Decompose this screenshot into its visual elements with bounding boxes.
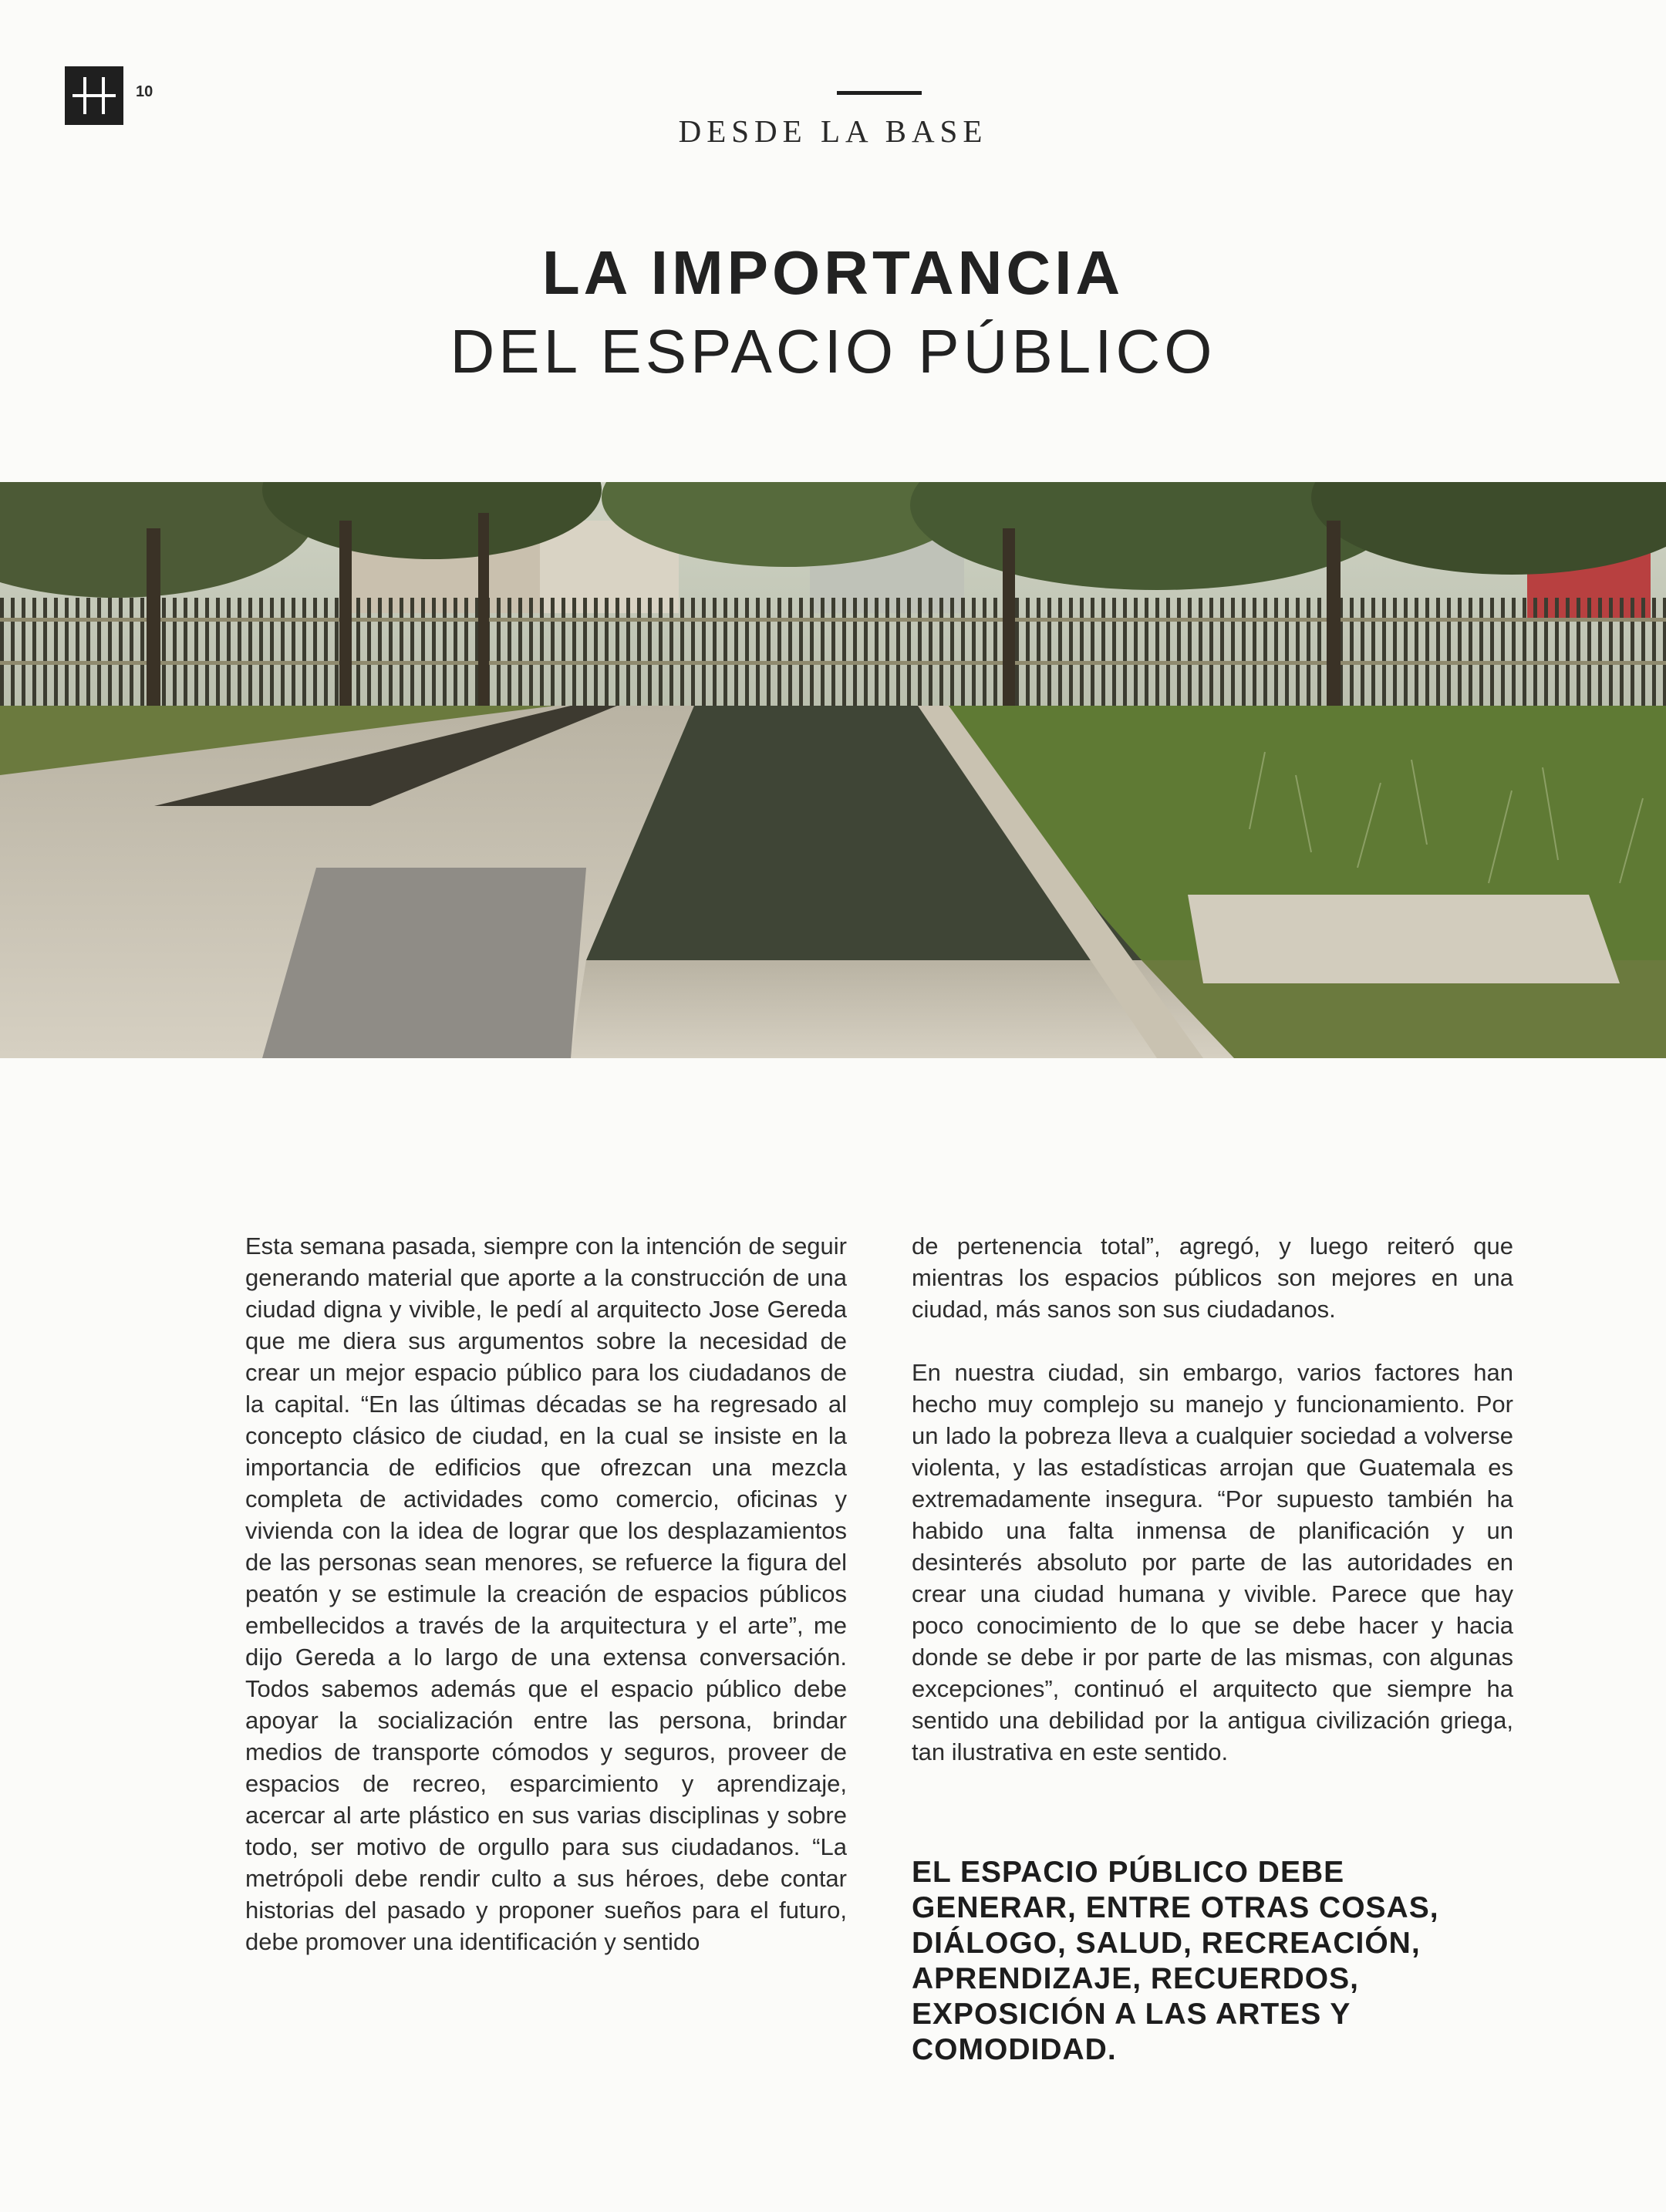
headline-line-2: DEL ESPACIO PÚBLICO (450, 317, 1216, 386)
pull-quote: EL ESPACIO PÚBLICO DEBE GENERAR, ENTRE OTRAS COSAS, DIÁLOGO, SALUD, RECREACIÓN, APRENDIZAJE, RECUERDOS, EXPOSICIÓN A LAS ARTES Y COMODIDAD. (912, 1856, 1439, 2066)
article-right-column (912, 1230, 1513, 1768)
section-label: DESDE LA BASE (678, 113, 988, 149)
headline-line-1: LA IMPORTANCIA (541, 238, 1125, 307)
page-number: 10 (136, 83, 153, 100)
paragraph: Esta semana pasada, siempre con la intención de seguir generando material que aporte a la construcción de una ciudad digna y vivible, le pedí al arquitecto Jose Gereda que me diera sus argumentos sobre la necesidad de crear un mejor espacio público para los ciudadanos de la capital. “En las últimas décadas se ha regresado al concepto clásico de ciudad, en la cual se insiste en la importancia de edificios que ofrezcan una mezcla completa de actividades como comercio, oficinas y vivienda con la idea de lograr que los desplazamientos de las personas sean menores, se refuerce la figura del peatón y se estimule la creación de espacios públicos embellecidos a través de la arquitectura y el arte”, me dijo Gereda a lo largo de una extensa conversación. Todos sabemos además que el espacio público debe apoyar la socialización entre las persona, brindar medios de transporte cómodos y seguros, proveer de espacios de recreo, esparcimiento y aprendizaje, acercar al arte plástico en sus varias disciplinas y sobre todo, ser motivo de orgullo para sus ciudadanos. “La metrópoli debe rendir culto a sus héroes, debe contar historias del pasado y proponer sueños para el futuro, debe promover una identificación y sentido (245, 1232, 847, 1955)
paragraph: de pertenencia total”, agregó, y luego reiteró que mientras los espacios públicos son mejores en una ciudad, más sanos son sus ciudadanos. (912, 1232, 1513, 1323)
section-rule (837, 91, 922, 95)
paragraph: En nuestra ciudad, sin embargo, varios factores han hecho muy complejo su manejo y funcionamiento. Por un lado la pobreza lleva a cualquier sociedad a volverse violenta, y las estadísticas arrojan que Guatemala es extremadamente insegura. “Por supuesto también ha habido una falta inmensa de planificación y un desinterés absoluto por parte de las autoridades en crear una ciudad humana y vivible. Parece que hay poco conocimiento de lo que se debe hacer y hacia donde se debe ir por parte de las mismas, con algunas excepciones”, continuó el arquitecto que siempre ha sentido una debilidad por la antigua civilización griega, tan ilustrativa en este sentido. (912, 1359, 1513, 1765)
park-photo (0, 482, 1666, 1058)
article-left-column (245, 1230, 847, 1957)
